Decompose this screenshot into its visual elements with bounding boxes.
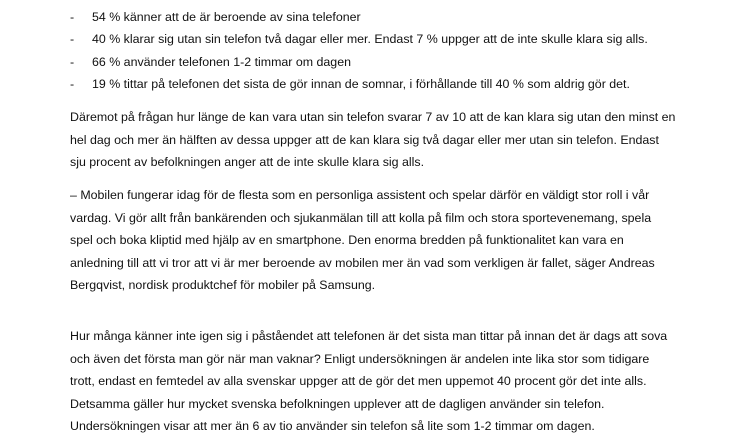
paragraph-quote-samsung: [70, 184, 730, 297]
bullet-item: [70, 9, 730, 31]
bullet-text: 66 % använder telefonen 1-2 timmar om dagen: [92, 54, 351, 69]
statistics-bullet-list: [70, 9, 730, 99]
paragraph-line: sju procent av befolkningen anger att de inte skulle klara sig alls.: [70, 155, 425, 170]
bullet-item: [70, 31, 730, 53]
paragraph-phone-absence: [70, 106, 730, 174]
paragraph-line: – Mobilen fungerar idag för de flesta som en personliga assistent och spelar därför en väldigt stor roll i vår: [70, 188, 650, 202]
paragraph-line: trott, endast en femtedel av alla svenskar uppger att de gör det men uppemot 40 procent gör det inte alls.: [70, 374, 647, 389]
paragraph-bedtime-usage: [70, 325, 730, 438]
bullet-marker: -: [70, 77, 75, 92]
paragraph-line: hel dag och mer än hälften av dessa uppger att de kan klara sig två dagar eller mer utan sin telefon. Endast: [70, 132, 659, 147]
paragraph-line: Bergqvist, nordisk produktchef för mobiler på Samsung.: [70, 278, 376, 293]
bullet-text: 19 % tittar på telefonen det sista de gör innan de somnar, i förhållande till 40 % som aldrig gör det.: [92, 77, 630, 92]
bullet-item: [70, 54, 730, 76]
bullet-item: [70, 76, 730, 98]
paragraph-line: Detsamma gäller hur mycket svenska befolkningen upplever att de dagligen använder sin telefon.: [70, 396, 605, 411]
paragraph-line: Däremot på frågan hur länge de kan vara utan sin telefon svarar 7 av 10 att de kan klara sig utan den minst en: [70, 110, 676, 124]
paragraph-line: Hur många känner inte igen sig i påståendet att telefonen är det sista man tittar på innan det är dags att sova: [70, 329, 668, 343]
bullet-marker: -: [70, 10, 75, 24]
paragraph-line: och även det första man gör när man vaknar? Enligt undersökningen är andelen inte lika stor som tidigare: [70, 351, 650, 366]
bullet-marker: -: [70, 54, 75, 69]
bullet-text: 54 % känner att de är beroende av sina telefoner: [92, 10, 361, 24]
paragraph-line: anledning till att vi tror att vi är mer beroende av mobilen mer än vad som verkligen är fallet, säger Andreas: [70, 255, 655, 270]
bullet-text: 40 % klarar sig utan sin telefon två dagar eller mer. Endast 7 % uppger att de inte skulle klara sig alls.: [92, 32, 648, 47]
bullet-marker: -: [70, 32, 75, 47]
paragraph-line: spel och boka kliptid med hjälp av en smartphone. Den enorma bredden på funktionalitet kan vara en: [70, 233, 624, 248]
paragraph-line: vardag. Vi gör allt från bankärenden och sjukanmälan till att kolla på film och stora sportevenemang, spela: [70, 210, 652, 225]
paragraph-line: Undersökningen visar att mer än 6 av tio använder sin telefon så lite som 1-2 timmar om dagen.: [70, 419, 595, 434]
